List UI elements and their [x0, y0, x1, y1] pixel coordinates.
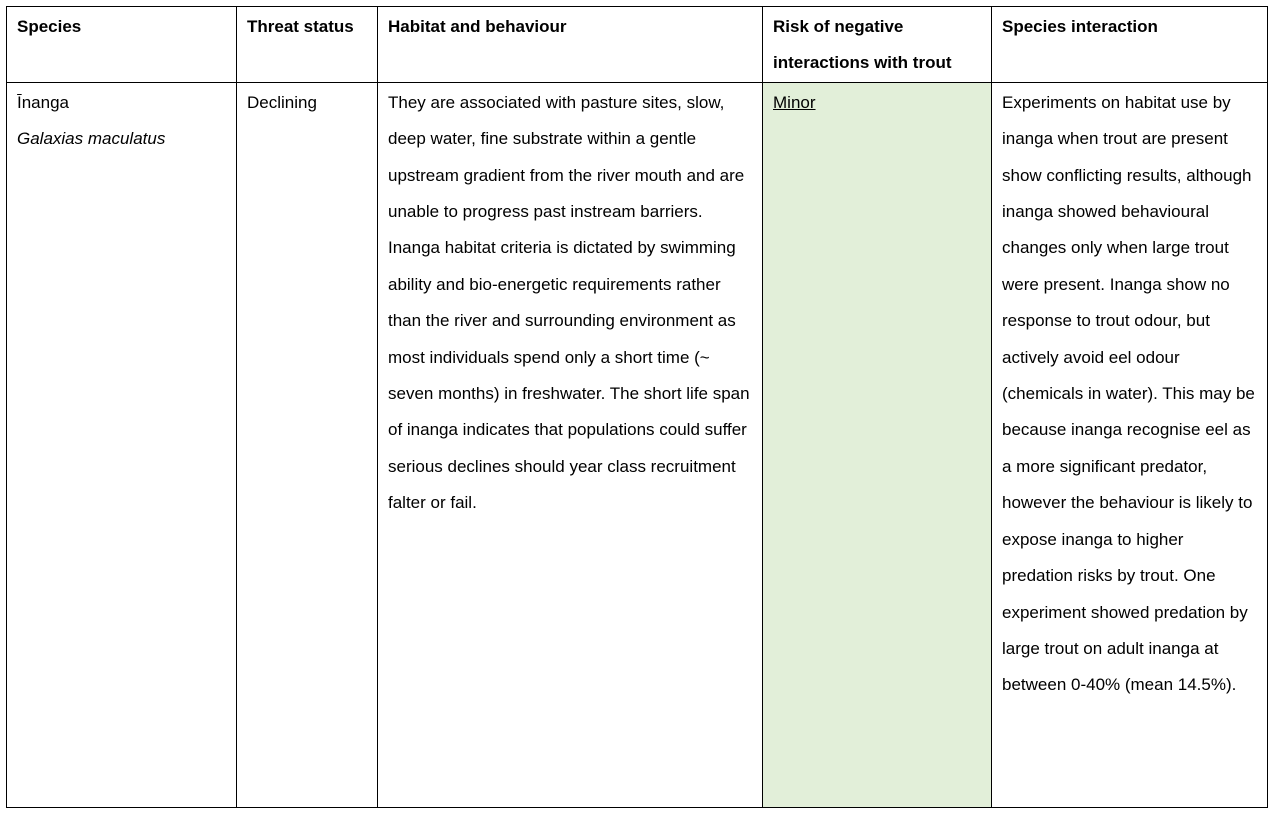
- header-species: Species: [7, 7, 237, 83]
- header-habitat: Habitat and behaviour: [378, 7, 763, 83]
- header-threat-status: Threat status: [237, 7, 378, 83]
- table-header-row: [7, 7, 1268, 83]
- species-table: [6, 6, 1268, 808]
- table-row: [7, 82, 1268, 807]
- header-interaction: Species interaction: [992, 7, 1268, 83]
- habitat-cell: They are associated with pasture sites, slow, deep water, fine substrate within a gentle upstream gradient from the river mouth and are unable to progress past instream barriers. Inanga habitat criteria is dictated by swimming ability and bio-energetic requirements rather than the river and surrounding environment as most individuals spend only a short time (~ seven months) in freshwater. The short life span of inanga indicates that populations could suffer serious declines should year class recruitment falter or fail.: [378, 82, 763, 807]
- species-scientific-name: Galaxias maculatus: [17, 129, 166, 149]
- species-common-name: Īnanga: [17, 92, 69, 112]
- species-cell: [7, 82, 237, 807]
- risk-cell: [763, 82, 992, 807]
- threat-status-cell: Declining: [237, 82, 378, 807]
- risk-value: Minor: [773, 92, 816, 112]
- header-risk: Risk of negative interactions with trout: [763, 7, 992, 83]
- interaction-cell: Experiments on habitat use by inanga when trout are present show conflicting results, although inanga showed behavioural changes only when large trout were present. Inanga show no response to trout odour, but actively avoid eel odour (chemicals in water). This may be because inanga recognise eel as a more significant predator, however the behaviour is likely to expose inanga to higher predation risks by trout. One experiment showed predation by large trout on adult inanga at between 0-40% (mean 14.5%).: [992, 82, 1268, 807]
